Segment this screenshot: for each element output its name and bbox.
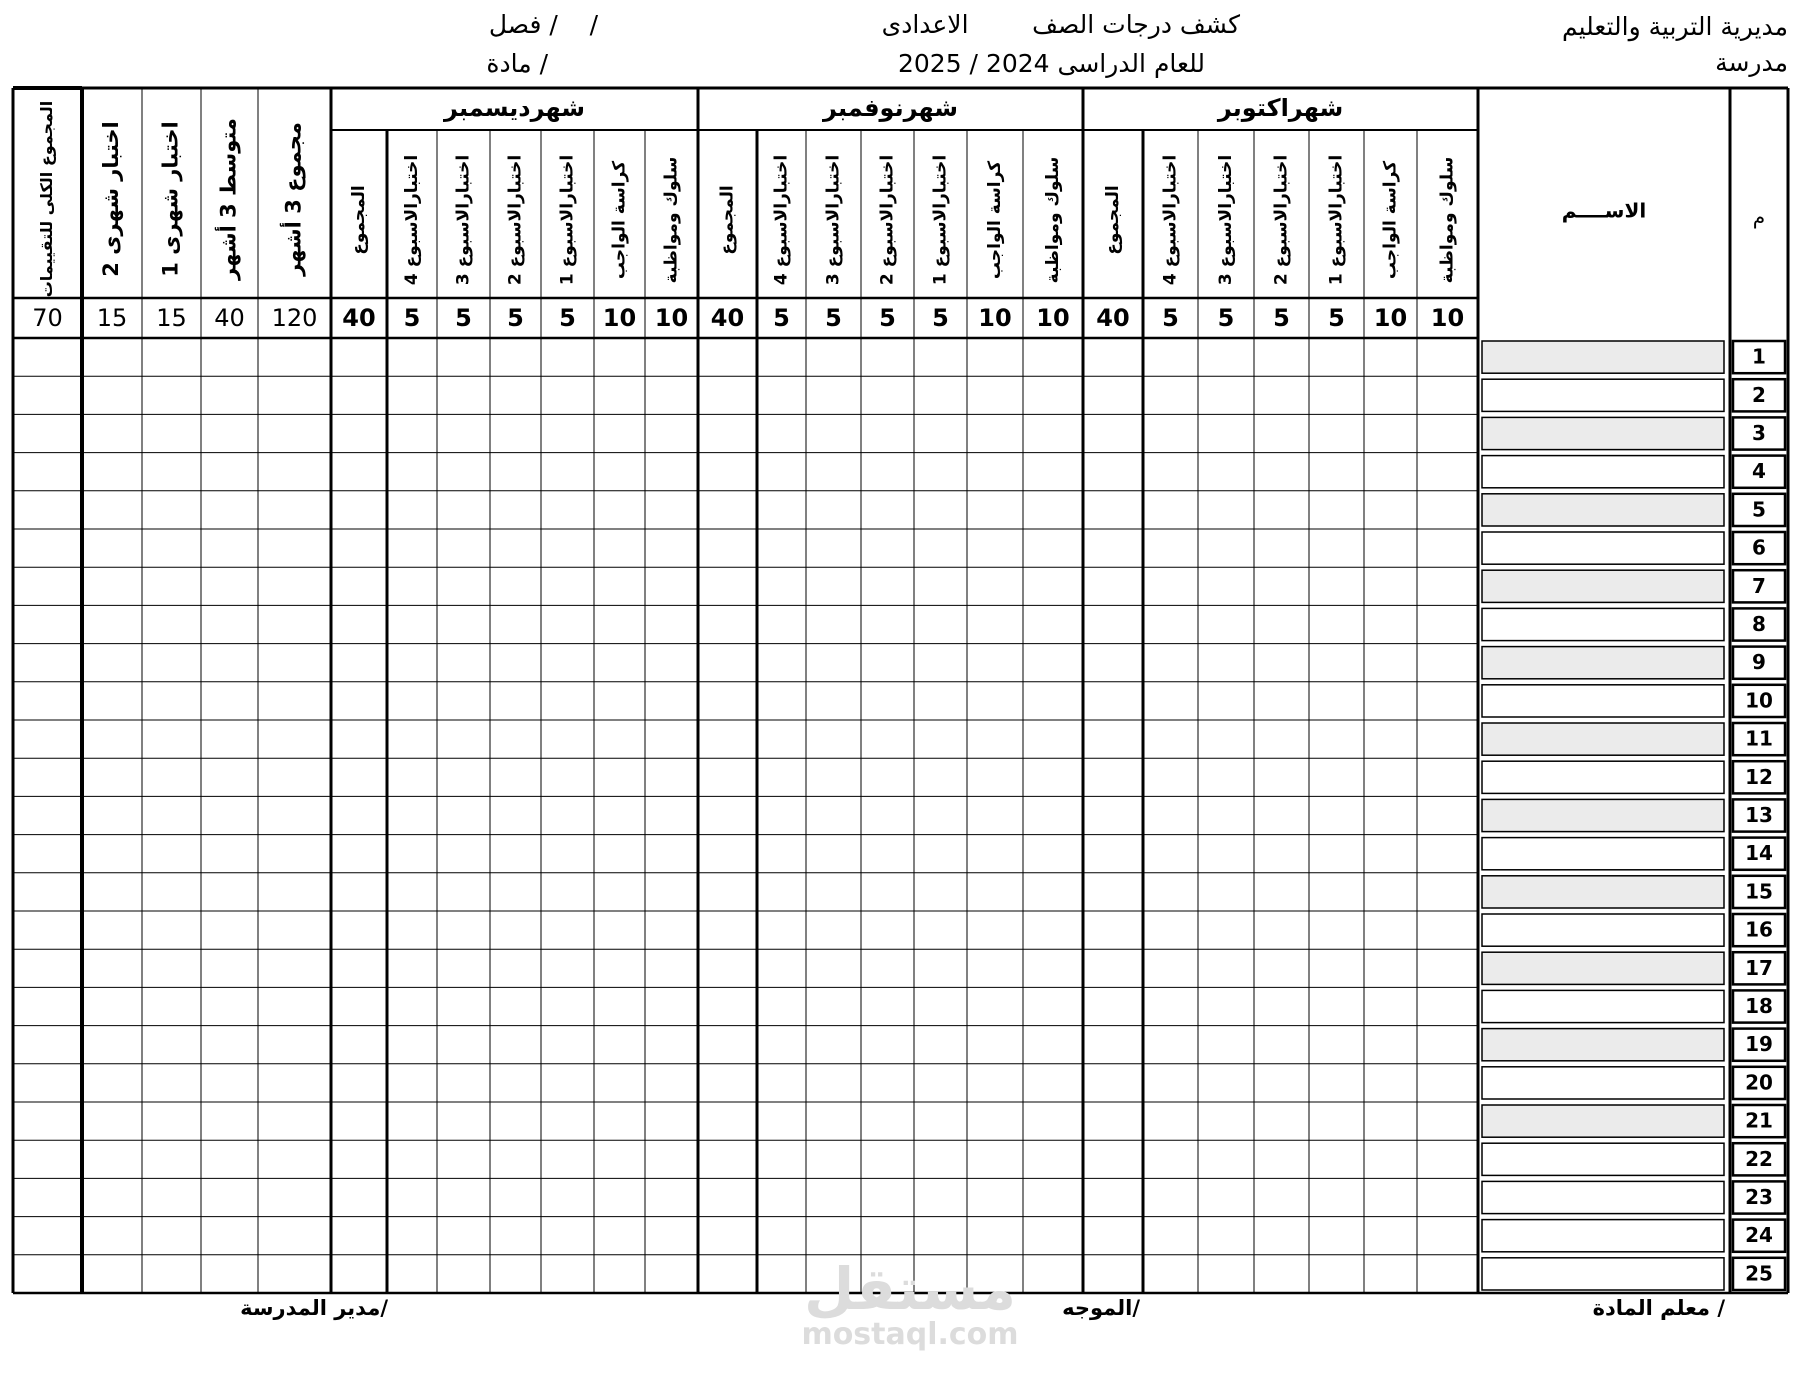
- column-header-label: اختبارالاسبوع 1: [557, 154, 578, 286]
- column-header-label: اختبارالاسبوع 3: [453, 154, 474, 286]
- column-header-label: اختبارالاسبوع 4: [1160, 154, 1181, 286]
- column-header-label: اختبارالاسبوع 4: [402, 154, 422, 286]
- subject-field-label: مادة /: [486, 49, 548, 78]
- academic-year: للعام الدراسى 2024 / 2025: [897, 49, 1205, 78]
- row-number: 19: [1745, 1032, 1773, 1057]
- row-number: 4: [1752, 459, 1766, 484]
- column-header-label: اختبارالاسبوع 3: [1216, 154, 1236, 286]
- column-header-label: سلوك ومواظبة: [1437, 156, 1458, 284]
- sheet-title: كشف درجات الصف الاعدادى: [881, 10, 1240, 39]
- student-name-cell: [1482, 990, 1724, 1022]
- student-name-cell: [1482, 723, 1724, 755]
- column-max-score: 5: [879, 304, 896, 332]
- student-name-cell: [1482, 341, 1724, 373]
- row-number: 1: [1752, 344, 1766, 369]
- row-number: 2: [1752, 382, 1766, 407]
- column-header-label: اختبار شهرى 1: [158, 121, 183, 277]
- column-header-label: كراسة الواجب: [1380, 160, 1401, 280]
- student-name-cell: [1482, 952, 1724, 984]
- column-max-score: 10: [1373, 304, 1408, 332]
- row-number: 13: [1745, 803, 1773, 827]
- student-name-cell: [1482, 1220, 1724, 1252]
- column-max-score: 10: [602, 304, 637, 332]
- column-header-label: متوسط 3 أشهر: [216, 118, 241, 280]
- student-name-cell: [1482, 1105, 1724, 1137]
- column-max-score: 15: [96, 304, 128, 332]
- student-name-cell: [1482, 1143, 1724, 1175]
- student-name-cell: [1482, 570, 1724, 602]
- column-max-score: 5: [932, 304, 949, 332]
- column-max-score: 5: [773, 304, 790, 332]
- column-header-label: مجموع 3 أشهر: [281, 122, 306, 276]
- column-header-label: المجموع: [717, 185, 738, 255]
- student-name-cell: [1482, 914, 1724, 946]
- student-name-cell: [1482, 799, 1724, 831]
- column-max-score: 5: [403, 304, 421, 332]
- row-number: 9: [1752, 650, 1766, 675]
- column-header-label: المجموع: [1103, 185, 1123, 255]
- column-header-label: اختبارالاسبوع 4: [771, 154, 792, 286]
- column-header-label: اختبار شهرى 2: [99, 121, 123, 277]
- column-max-score: 10: [1430, 304, 1465, 332]
- column-header-label: اختبارالاسبوع 3: [823, 154, 844, 286]
- column-header-label: كراسة الواجب: [985, 160, 1005, 280]
- column-header-label: اختبارالاسبوع 2: [505, 154, 526, 286]
- supervisor-signature-label: الموجه/: [1062, 1296, 1140, 1320]
- student-name-cell: [1482, 494, 1724, 526]
- row-number: 23: [1745, 1185, 1773, 1209]
- school-label: مدرسة: [1715, 48, 1788, 77]
- directorate-label: مديرية التربية والتعليم: [1561, 12, 1788, 41]
- teacher-signature-label: معلم المادة /: [1592, 1296, 1725, 1320]
- row-number: 16: [1745, 917, 1773, 942]
- row-number: 18: [1745, 994, 1773, 1018]
- column-max-score: 70: [32, 304, 63, 332]
- watermark: [770, 1255, 1050, 1352]
- student-name-cell: [1482, 456, 1724, 488]
- column-max-score: 5: [1328, 304, 1345, 332]
- row-number: 21: [1745, 1108, 1773, 1133]
- row-number: 17: [1745, 955, 1773, 980]
- name-column-header: الاســــم: [1561, 198, 1647, 223]
- column-max-score: 40: [1096, 304, 1130, 332]
- column-max-score: 120: [271, 304, 318, 332]
- column-max-score: 5: [1162, 304, 1179, 332]
- watermark-latin: mostaql.com: [801, 1317, 1019, 1352]
- column-header-label: المجموع الكلى للتقييمات: [37, 100, 56, 298]
- column-header-label: اختبارالاسبوع 1: [930, 154, 951, 286]
- column-max-score: 15: [156, 304, 187, 332]
- student-name-cell: [1482, 1029, 1724, 1061]
- column-header-label: سلوك ومواظبة: [661, 156, 682, 284]
- student-name-cell: [1482, 685, 1724, 717]
- column-max-score: 40: [342, 304, 376, 332]
- column-max-score: 5: [1217, 304, 1235, 332]
- student-name-cell: [1482, 1067, 1724, 1099]
- student-name-cell: [1482, 838, 1724, 870]
- column-max-score: 5: [1273, 304, 1290, 332]
- principal-signature-label: مدير المدرسة/: [240, 1296, 388, 1320]
- column-max-score: 5: [507, 304, 524, 332]
- row-number: 24: [1745, 1223, 1773, 1248]
- column-max-score: 10: [978, 304, 1012, 332]
- month-title: شهرديسمبر: [444, 94, 585, 122]
- column-max-score: 5: [559, 304, 576, 332]
- column-header-label: اختبارالاسبوع 2: [1271, 154, 1292, 286]
- student-name-cell: [1482, 417, 1724, 449]
- class-field-label: فصل / /: [488, 10, 598, 39]
- column-header-label: كراسة الواجب: [609, 160, 630, 280]
- student-name-cell: [1482, 608, 1724, 640]
- student-name-cell: [1482, 761, 1724, 793]
- student-name-cell: [1482, 1258, 1724, 1290]
- column-header-label: اختبارالاسبوع 1: [1326, 154, 1347, 286]
- student-name-cell: [1482, 876, 1724, 908]
- row-number: 10: [1745, 688, 1773, 713]
- month-title: شهرنوفمبر: [823, 94, 958, 122]
- column-max-score: 10: [654, 304, 689, 332]
- row-number: 8: [1752, 612, 1766, 636]
- column-header-label: اختبارالاسبوع 2: [877, 154, 898, 286]
- student-name-cell: [1482, 1181, 1724, 1213]
- row-number: 5: [1752, 497, 1766, 522]
- row-number: 15: [1745, 879, 1773, 904]
- row-number: 25: [1745, 1261, 1773, 1286]
- row-number: 7: [1752, 573, 1766, 598]
- watermark-arabic: مستقل: [803, 1255, 1017, 1323]
- row-number: 6: [1752, 535, 1766, 560]
- row-number: 3: [1752, 421, 1766, 445]
- row-number: 20: [1745, 1070, 1773, 1095]
- student-name-cell: [1482, 647, 1724, 679]
- column-header-label: سلوك ومواظبة: [1043, 156, 1063, 284]
- month-title: شهراكتوبر: [1217, 94, 1344, 122]
- row-number: 12: [1745, 764, 1773, 789]
- student-name-cell: [1482, 532, 1724, 564]
- column-max-score: 5: [825, 304, 842, 332]
- column-max-score: 5: [455, 304, 472, 332]
- column-max-score: 40: [214, 304, 245, 332]
- column-header-label: المجموع: [349, 185, 369, 255]
- student-name-cell: [1482, 379, 1724, 411]
- row-number: 22: [1745, 1146, 1773, 1171]
- row-number: 14: [1745, 841, 1773, 866]
- index-column-header: م: [1752, 204, 1766, 229]
- column-max-score: 40: [710, 304, 745, 332]
- row-number: 11: [1745, 726, 1773, 751]
- column-max-score: 10: [1036, 304, 1070, 332]
